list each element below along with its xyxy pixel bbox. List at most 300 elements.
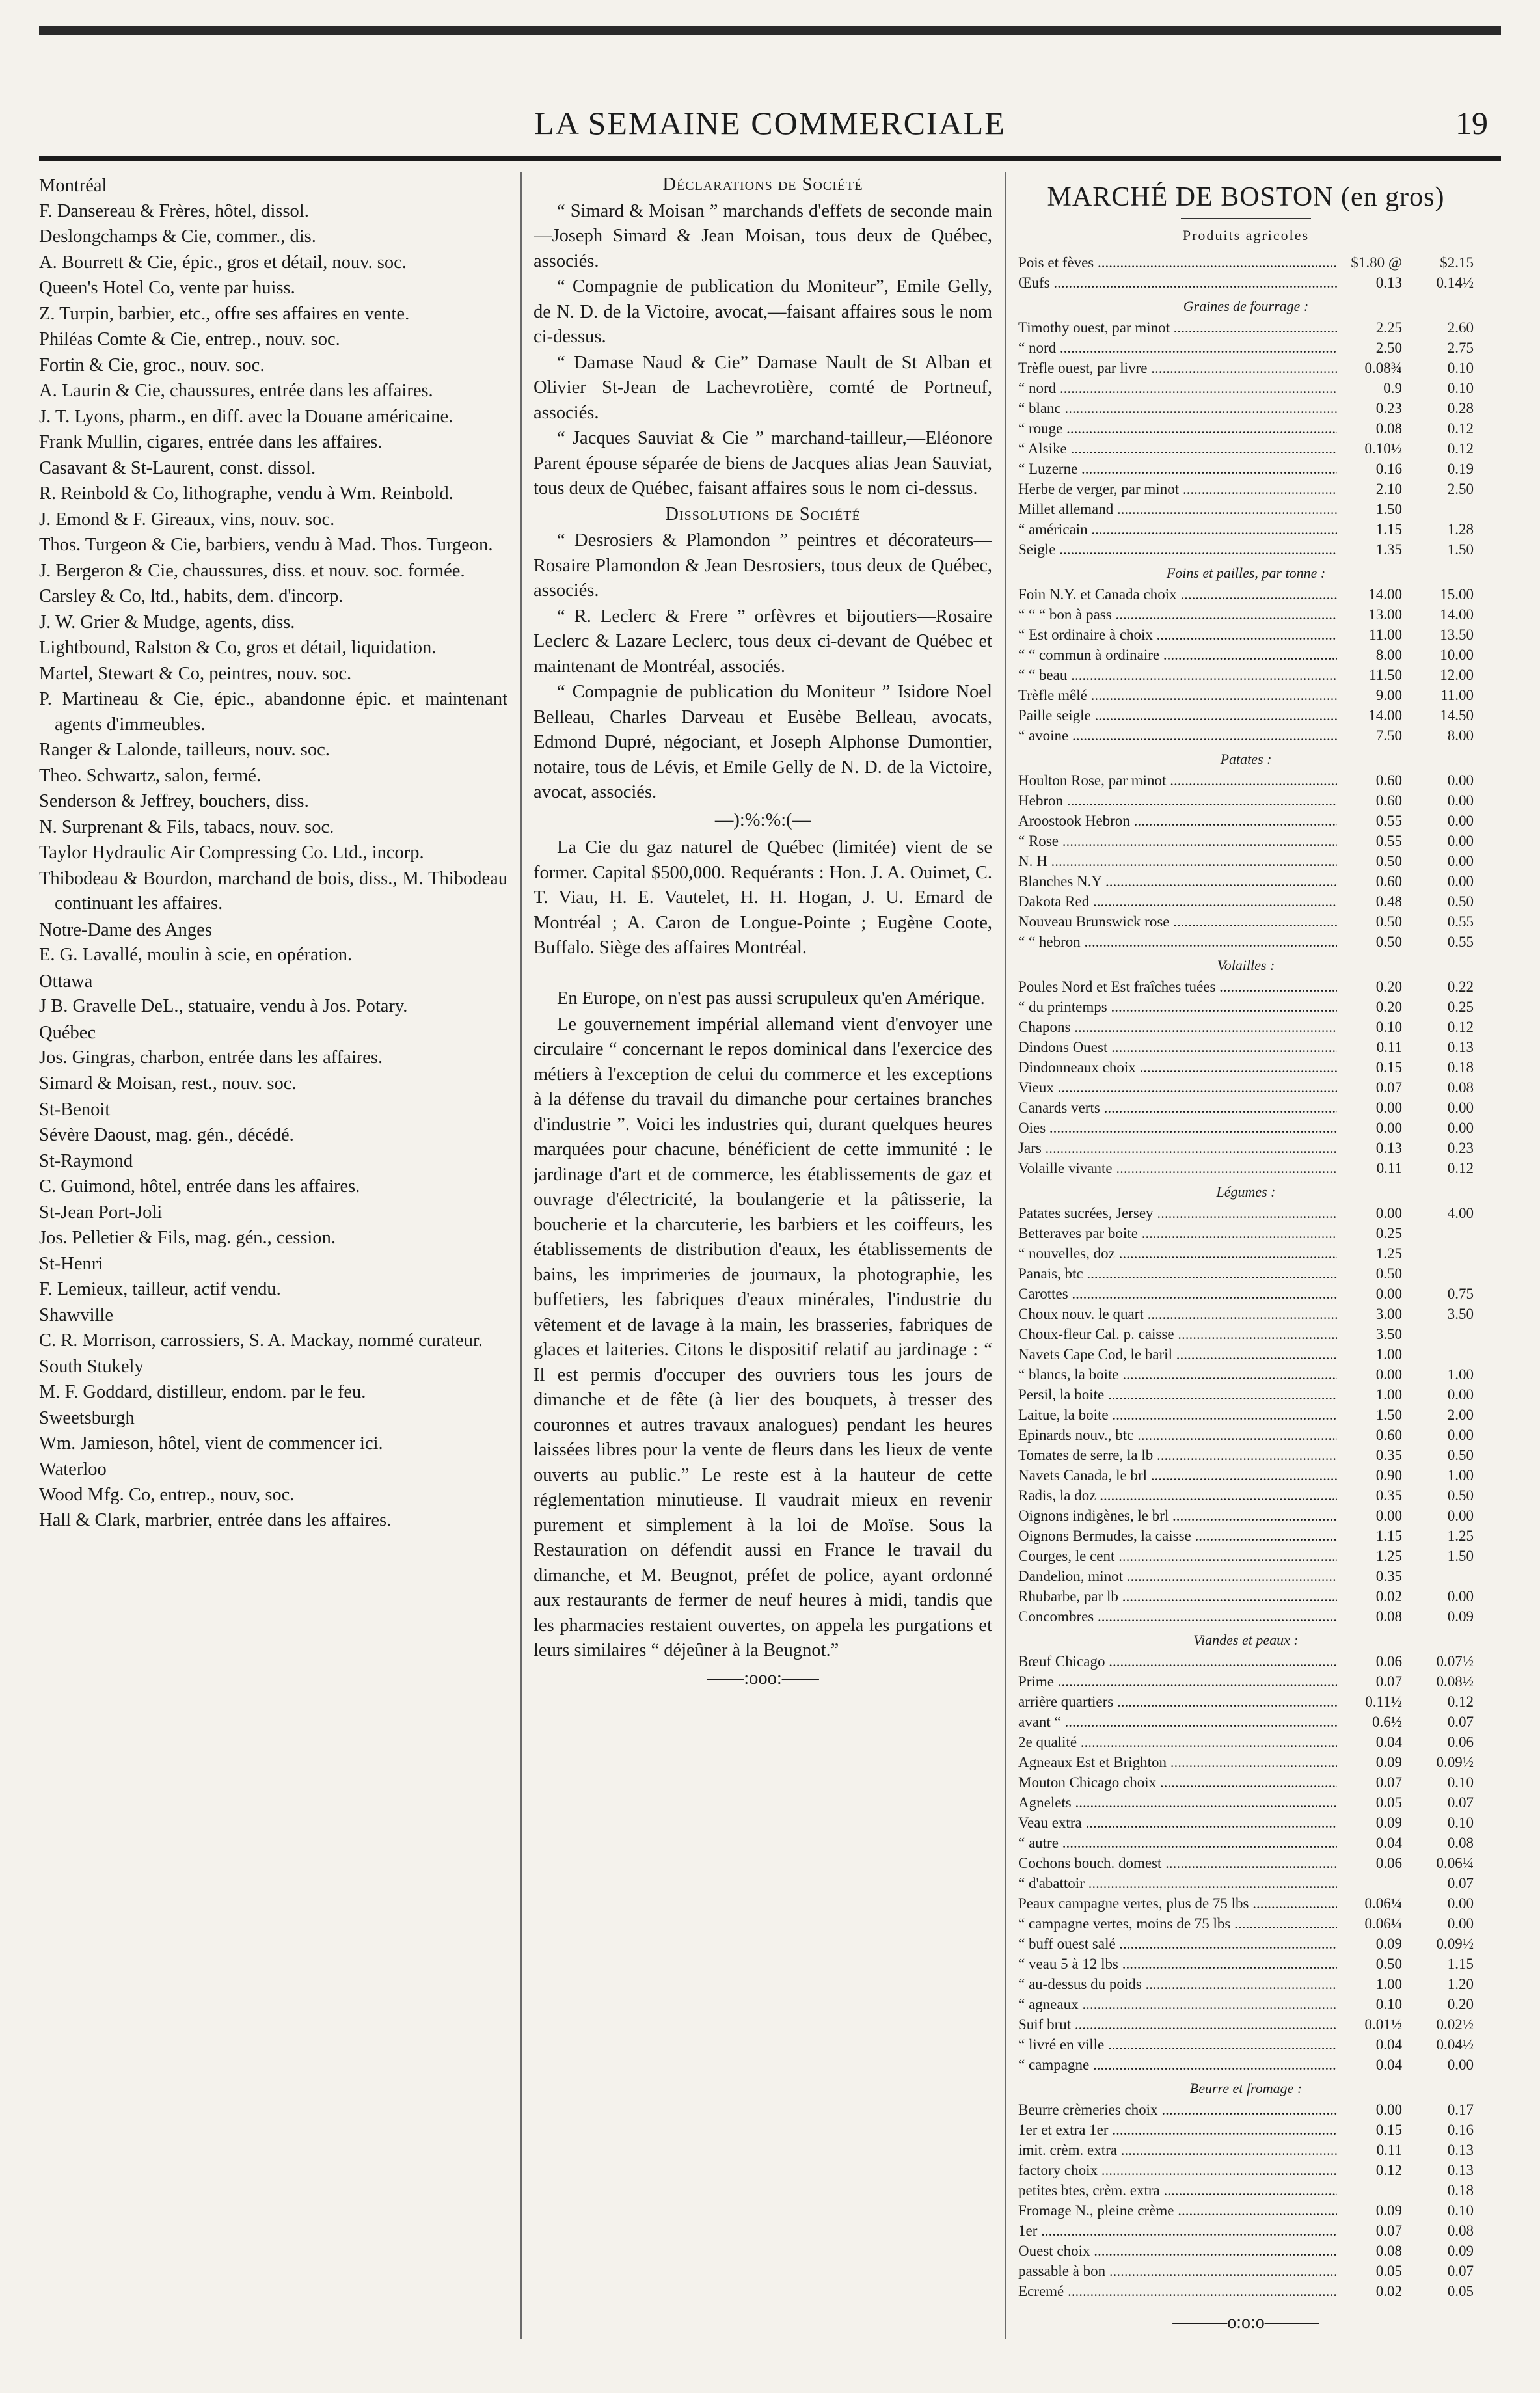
- price-item: Peaux campagne vertes, plus de 75 lbs .....: [1018, 1893, 1337, 1913]
- price-row: [1018, 1692, 1474, 1712]
- price-low: 0.06¼: [1364, 1895, 1402, 1912]
- price-item: Oies .....: [1018, 1118, 1337, 1138]
- price-row: [1018, 1606, 1474, 1627]
- price-row: [1018, 685, 1474, 705]
- business-notice: M. F. Goddard, distilleur, endom. par le feu.: [39, 1381, 366, 1402]
- price-low: 1.00: [1375, 1975, 1402, 1992]
- price-row: [1018, 1712, 1474, 1732]
- market-group-heading: Volailles :: [1217, 956, 1275, 973]
- price-item: Panais, btc .....: [1018, 1264, 1337, 1284]
- price-item: Dindons Ouest .....: [1018, 1037, 1337, 1057]
- business-notice: J. W. Grier & Mudge, agents, diss.: [39, 612, 295, 632]
- city-heading: Québec: [39, 1022, 96, 1043]
- price-low: 0.08¾: [1364, 359, 1402, 376]
- price-high: 0.50: [1447, 1487, 1474, 1504]
- market-group-heading: Viandes et peaux :: [1193, 1631, 1299, 1648]
- price-item: “ américain .....: [1018, 519, 1337, 539]
- column-boston-market: [1018, 172, 1474, 2352]
- price-low: 0.02: [1375, 2282, 1402, 2299]
- price-low: 0.15: [1375, 2121, 1402, 2138]
- price-low: 0.01½: [1364, 2016, 1402, 2033]
- price-low: 0.50: [1375, 913, 1402, 930]
- price-high: 0.07: [1447, 2262, 1474, 2279]
- price-high: 2.00: [1447, 1406, 1474, 1423]
- section-title: Dissolutions de Société: [665, 504, 861, 524]
- business-notice: Thibodeau & Bourdon, marchand de bois, diss., M. Thibodeau continuant les affaires.: [39, 868, 507, 913]
- price-row: [1018, 1546, 1474, 1566]
- price-high: 0.04½: [1436, 2036, 1474, 2053]
- price-high: 0.22: [1447, 978, 1474, 995]
- price-item: Ouest choix .....: [1018, 2241, 1337, 2261]
- price-high: 0.10: [1447, 1814, 1474, 1831]
- price-high: 0.02½: [1436, 2016, 1474, 2033]
- price-high: 0.14½: [1436, 274, 1474, 291]
- paragraph: En Europe, on n'est pas aussi scrupuleux qu'en Amérique.: [557, 988, 985, 1008]
- price-high: 0.10: [1447, 2202, 1474, 2219]
- business-notice: Carsley & Co, ltd., habits, dem. d'incorp.: [39, 586, 344, 606]
- price-row: [1018, 2014, 1474, 2035]
- price-row: [1018, 2140, 1474, 2160]
- price-low: 1.25: [1375, 1547, 1402, 1564]
- price-row: [1018, 604, 1474, 625]
- city-heading: St-Jean Port-Joli: [39, 1202, 163, 1223]
- price-item: Seigle .....: [1018, 539, 1337, 560]
- price-low: 0.10: [1375, 1995, 1402, 2012]
- business-notice: Philéas Comte & Cie, entrep., nouv. soc.: [39, 329, 340, 349]
- price-low: 0.07: [1375, 1673, 1402, 1690]
- price-row: [1018, 273, 1474, 293]
- business-notice: F. Dansereau & Frères, hôtel, dissol.: [39, 200, 309, 221]
- business-notice: Martel, Stewart & Co, peintres, nouv. soc.: [39, 663, 352, 684]
- price-high: 0.12: [1447, 1693, 1474, 1710]
- price-high: [1402, 1324, 1474, 1344]
- price-item: Navets Cape Cod, le baril .....: [1018, 1344, 1337, 1364]
- price-low: 0.05: [1375, 1794, 1402, 1811]
- price-high: 0.00: [1447, 772, 1474, 789]
- column-divider: [1005, 172, 1006, 2339]
- price-high: 0.08: [1447, 1079, 1474, 1096]
- price-item: Patates sucrées, Jersey .....: [1018, 1203, 1337, 1223]
- price-row: [1018, 1752, 1474, 1772]
- price-item: “ “ hebron .....: [1018, 932, 1337, 952]
- price-low: 0.20: [1375, 998, 1402, 1015]
- price-item: factory choix .....: [1018, 2160, 1337, 2180]
- price-row: [1018, 1264, 1474, 1284]
- price-low: 0.02: [1375, 1588, 1402, 1604]
- price-low: 0.05: [1375, 2262, 1402, 2279]
- price-row: [1018, 1994, 1474, 2014]
- price-low: 0.35: [1375, 1446, 1402, 1463]
- price-low: 0.00: [1375, 1099, 1402, 1116]
- price-low: 1.50: [1375, 500, 1402, 517]
- price-item: “ autre .....: [1018, 1833, 1337, 1853]
- price-high: 0.00: [1447, 1895, 1474, 1912]
- price-low: 0.07: [1375, 1079, 1402, 1096]
- business-notice: Senderson & Jeffrey, bouchers, diss.: [39, 791, 309, 811]
- price-high: 0.13: [1447, 1038, 1474, 1055]
- price-row: [1018, 398, 1474, 418]
- price-item: Bœuf Chicago .....: [1018, 1651, 1337, 1671]
- price-high: 2.60: [1447, 319, 1474, 336]
- price-low: 0.04: [1375, 2056, 1402, 2073]
- price-row: [1018, 1772, 1474, 1792]
- price-item: Rhubarbe, par lb .....: [1018, 1586, 1337, 1606]
- price-high: 14.00: [1440, 606, 1474, 623]
- price-row: [1018, 625, 1474, 645]
- price-low: 0.04: [1375, 2036, 1402, 2053]
- price-low: $1.80 @: [1351, 254, 1402, 271]
- price-item: “ veau 5 à 12 lbs .....: [1018, 1954, 1337, 1974]
- price-high: 1.15: [1447, 1955, 1474, 1972]
- business-notice: Casavant & St-Laurent, const. dissol.: [39, 457, 316, 478]
- price-high: 0.06: [1447, 1733, 1474, 1750]
- price-high: 0.09: [1447, 2242, 1474, 2259]
- price-item: Dakota Red .....: [1018, 891, 1337, 912]
- price-item: “ “ commun à ordinaire .....: [1018, 645, 1337, 665]
- price-low: 0.00: [1375, 1507, 1402, 1524]
- price-item: “ rouge .....: [1018, 418, 1337, 439]
- price-row: [1018, 539, 1474, 560]
- price-high: 0.19: [1447, 460, 1474, 477]
- price-low: 0.11½: [1365, 1693, 1402, 1710]
- price-row: [1018, 1304, 1474, 1324]
- price-item: Canards verts .....: [1018, 1098, 1337, 1118]
- city-heading: Montréal: [39, 176, 107, 196]
- price-item: Foin N.Y. et Canada choix .....: [1018, 584, 1337, 604]
- price-low: 1.00: [1375, 1386, 1402, 1403]
- price-row: [1018, 871, 1474, 891]
- price-low: 2.50: [1375, 339, 1402, 356]
- price-high: 0.00: [1447, 1507, 1474, 1524]
- business-notice: J B. Gravelle DeL., statuaire, vendu à Jos. Potary.: [39, 996, 408, 1016]
- price-high: 0.20: [1447, 1995, 1474, 2012]
- price-high: 11.00: [1440, 686, 1474, 703]
- price-item: Poules Nord et Est fraîches tuées .....: [1018, 977, 1337, 997]
- price-low: 14.00: [1368, 707, 1402, 723]
- price-item: Œufs .....: [1018, 273, 1337, 293]
- price-high: 0.08: [1447, 1834, 1474, 1851]
- business-notice: Deslongchamps & Cie, commer., dis.: [39, 226, 316, 247]
- price-high: 0.00: [1447, 1119, 1474, 1136]
- paragraph: “ Compagnie de publication du Moniteur ” Isidore Noel Belleau, Charles Darveau et Eusèbe Belleau, avocats, Edmond Dupré, négociant, et Joseph Alphonse Dumontier, notaire, tous de Lévis, et Emile Gelly de N. D. de la Victoire, avocat, associés.: [534, 682, 992, 802]
- price-high: 0.18: [1447, 2182, 1474, 2198]
- price-low: 0.50: [1375, 1955, 1402, 1972]
- price-high: 0.13: [1447, 2161, 1474, 2178]
- price-high: [1402, 1344, 1474, 1364]
- price-low: 11.50: [1369, 666, 1402, 683]
- price-item: “ agneaux .....: [1018, 1994, 1337, 2014]
- price-high: 0.55: [1447, 933, 1474, 950]
- price-row: [1018, 1017, 1474, 1037]
- city-heading: Shawville: [39, 1305, 113, 1325]
- price-row: [1018, 1405, 1474, 1425]
- business-notice: Simard & Moisan, rest., nouv. soc.: [39, 1073, 297, 1094]
- business-notice: Fortin & Cie, groc., nouv. soc.: [39, 355, 265, 375]
- price-low: 14.00: [1368, 586, 1402, 602]
- price-item: “ nouvelles, doz .....: [1018, 1243, 1337, 1264]
- price-high: 13.50: [1440, 626, 1474, 643]
- price-row: [1018, 439, 1474, 459]
- business-notice: Theo. Schwartz, salon, fermé.: [39, 765, 262, 786]
- price-low: 0.16: [1375, 460, 1402, 477]
- price-high: [1402, 1223, 1474, 1243]
- price-low: 0.60: [1375, 872, 1402, 889]
- business-notice: F. Lemieux, tailleur, actif vendu.: [39, 1278, 281, 1299]
- price-low: 0.00: [1375, 1204, 1402, 1221]
- price-low: 0.00: [1375, 1285, 1402, 1302]
- price-high: 14.50: [1440, 707, 1474, 723]
- price-high: 0.16: [1447, 2121, 1474, 2138]
- price-low: 0.06: [1375, 1653, 1402, 1670]
- price-low: 1.50: [1375, 1406, 1402, 1423]
- price-item: “ d'abattoir .....: [1018, 1873, 1337, 1893]
- price-high: 0.05: [1447, 2282, 1474, 2299]
- price-low: 0.10½: [1364, 440, 1402, 457]
- price-item: “ “ “ bon à pass .....: [1018, 604, 1337, 625]
- price-high: 0.23: [1447, 1139, 1474, 1156]
- price-item: Houlton Rose, par minot .....: [1018, 770, 1337, 791]
- price-row: [1018, 358, 1474, 378]
- market-price-list: [1018, 252, 1474, 2301]
- city-heading: St-Raymond: [39, 1151, 133, 1171]
- price-low: 3.00: [1375, 1305, 1402, 1322]
- price-row: [1018, 318, 1474, 338]
- city-heading: Sweetsburgh: [39, 1408, 135, 1428]
- price-low: 0.20: [1375, 978, 1402, 995]
- price-row: [1018, 1364, 1474, 1385]
- business-notice: J. Bergeron & Cie, chaussures, diss. et nouv. soc. formée.: [39, 560, 465, 581]
- price-high: 0.00: [1447, 1915, 1474, 1932]
- price-row: [1018, 1813, 1474, 1833]
- price-high: 0.12: [1447, 1018, 1474, 1035]
- price-row: [1018, 1732, 1474, 1752]
- price-high: 0.12: [1447, 1159, 1474, 1176]
- price-item: “ Est ordinaire à choix .....: [1018, 625, 1337, 645]
- column-business-notices: [39, 172, 507, 2352]
- price-high: 1.50: [1447, 1547, 1474, 1564]
- price-item: Ecremé .....: [1018, 2281, 1337, 2301]
- newspaper-page: [39, 26, 1501, 2368]
- price-high: 0.09: [1447, 1608, 1474, 1625]
- price-item: Aroostook Hebron .....: [1018, 811, 1337, 831]
- price-item: Carottes .....: [1018, 1284, 1337, 1304]
- business-notice: J. T. Lyons, pharm., en diff. avec la Douane américaine.: [39, 406, 453, 427]
- price-row: [1018, 1792, 1474, 1813]
- price-item: Herbe de verger, par minot .....: [1018, 479, 1337, 499]
- price-item: “ au-dessus du poids .....: [1018, 1974, 1337, 1994]
- price-item: 1er et extra 1er .....: [1018, 2120, 1337, 2140]
- price-low: 0.11: [1376, 2141, 1402, 2158]
- price-item: avant “ .....: [1018, 1712, 1337, 1732]
- price-high: [1402, 1243, 1474, 1264]
- price-low: 2.10: [1375, 480, 1402, 497]
- city-heading: Notre-Dame des Anges: [39, 919, 212, 940]
- price-low: 0.48: [1375, 893, 1402, 910]
- price-low: 1.25: [1375, 1245, 1402, 1262]
- price-row: [1018, 2120, 1474, 2140]
- business-notice: A. Bourrett & Cie, épic., gros et détail, nouv. soc.: [39, 252, 407, 273]
- price-low: 0.13: [1375, 274, 1402, 291]
- price-row: [1018, 977, 1474, 997]
- price-low: 0.60: [1375, 772, 1402, 789]
- price-high: 0.00: [1447, 1099, 1474, 1116]
- price-low: 2.25: [1375, 319, 1402, 336]
- price-item: petites btes, crèm. extra .....: [1018, 2180, 1337, 2200]
- price-low: 0.07: [1375, 1774, 1402, 1791]
- price-item: Persil, la boite .....: [1018, 1385, 1337, 1405]
- price-high: 0.10: [1447, 379, 1474, 396]
- price-item: 2e qualité .....: [1018, 1732, 1337, 1752]
- price-item: “ du printemps .....: [1018, 997, 1337, 1017]
- price-item: “ buff ouest salé .....: [1018, 1934, 1337, 1954]
- paragraph: “ R. Leclerc & Frere ” orfèvres et bijoutiers—Rosaire Leclerc & Lazare Leclerc, tous deux ci-devant de Québec et maintenant de Montréal, associés.: [534, 606, 992, 677]
- price-low: 0.6½: [1372, 1713, 1402, 1730]
- price-low: 0.35: [1375, 1567, 1402, 1584]
- price-row: [1018, 459, 1474, 479]
- market-subtitle: Produits agricoles: [1182, 227, 1310, 243]
- business-notice: P. Martineau & Cie, épic., abandonne épic. et maintenant agents d'immeubles.: [39, 689, 507, 735]
- page-number: 19: [1455, 105, 1488, 141]
- price-high: 0.17: [1447, 2101, 1474, 2118]
- business-notice: Queen's Hotel Co, vente par huiss.: [39, 278, 295, 298]
- price-row: [1018, 851, 1474, 871]
- price-high: 12.00: [1440, 666, 1474, 683]
- price-high: 0.55: [1447, 913, 1474, 930]
- page-header: [39, 91, 1501, 163]
- price-low: 0.07: [1375, 2222, 1402, 2239]
- price-row: [1018, 2200, 1474, 2221]
- price-item: “ avoine .....: [1018, 725, 1337, 746]
- price-item: Hebron .....: [1018, 791, 1337, 811]
- price-high: 0.50: [1447, 1446, 1474, 1463]
- price-high: 0.08: [1447, 2222, 1474, 2239]
- price-low: 0.50: [1375, 852, 1402, 869]
- paragraph: “ Simard & Moisan ” marchands d'effets de seconde main—Joseph Simard & Jean Moisan, tous deux de Québec, associés.: [534, 200, 992, 271]
- price-high: 15.00: [1440, 586, 1474, 602]
- price-item: Agnelets .....: [1018, 1792, 1337, 1813]
- price-row: [1018, 1651, 1474, 1671]
- price-row: [1018, 2241, 1474, 2261]
- price-high: 1.00: [1447, 1467, 1474, 1483]
- price-high: [1402, 1566, 1474, 1586]
- price-high: 0.00: [1447, 1588, 1474, 1604]
- price-item: Trèfle mêlé .....: [1018, 685, 1337, 705]
- price-high: 3.50: [1447, 1305, 1474, 1322]
- price-row: [1018, 2261, 1474, 2281]
- business-notice: Ranger & Lalonde, tailleurs, nouv. soc.: [39, 740, 330, 760]
- price-low: 0.55: [1375, 812, 1402, 829]
- price-row: [1018, 1853, 1474, 1873]
- price-row: [1018, 1118, 1474, 1138]
- price-row: [1018, 2035, 1474, 2055]
- price-row: [1018, 912, 1474, 932]
- price-low: 0.00: [1375, 2101, 1402, 2118]
- price-high: 0.00: [1447, 872, 1474, 889]
- price-item: arrière quartiers .....: [1018, 1692, 1337, 1712]
- city-heading: Waterloo: [39, 1459, 107, 1480]
- price-high: 0.50: [1447, 893, 1474, 910]
- price-high: 0.12: [1447, 440, 1474, 457]
- price-low: 0.08: [1375, 2242, 1402, 2259]
- price-high: $2.15: [1440, 254, 1474, 271]
- price-item: “ campagne vertes, moins de 75 lbs .....: [1018, 1913, 1337, 1934]
- business-notice: C. R. Morrison, carrossiers, S. A. Mackay, nommé curateur.: [39, 1330, 483, 1351]
- price-row: [1018, 418, 1474, 439]
- market-title: MARCHÉ DE BOSTON (en gros): [1047, 182, 1445, 212]
- price-row: [1018, 1344, 1474, 1364]
- price-row: [1018, 479, 1474, 499]
- price-high: 2.50: [1447, 480, 1474, 497]
- price-row: [1018, 584, 1474, 604]
- price-high: 0.09½: [1436, 1753, 1474, 1770]
- price-item: Prime .....: [1018, 1671, 1337, 1692]
- price-row: [1018, 252, 1474, 273]
- price-item: Concombres .....: [1018, 1606, 1337, 1627]
- business-notice: Wm. Jamieson, hôtel, vient de commencer ici.: [39, 1433, 383, 1453]
- price-item: N. H .....: [1018, 851, 1337, 871]
- price-row: [1018, 770, 1474, 791]
- price-low: 13.00: [1368, 606, 1402, 623]
- business-notice: Lightbound, Ralston & Co, gros et détail, liquidation.: [39, 638, 437, 658]
- price-low: 0.35: [1375, 1487, 1402, 1504]
- price-item: Choux-fleur Cal. p. caisse .....: [1018, 1324, 1337, 1344]
- business-notice: E. G. Lavallé, moulin à scie, en opération.: [39, 945, 353, 965]
- price-row: [1018, 1243, 1474, 1264]
- price-item: Oignons indigènes, le brl .....: [1018, 1506, 1337, 1526]
- price-item: Veau extra .....: [1018, 1813, 1337, 1833]
- price-item: Dandelion, minot .....: [1018, 1566, 1337, 1586]
- city-heading: St-Benoit: [39, 1100, 111, 1120]
- price-row: [1018, 2281, 1474, 2301]
- price-row: [1018, 811, 1474, 831]
- price-high: 1.20: [1447, 1975, 1474, 1992]
- price-row: [1018, 1566, 1474, 1586]
- price-high: 0.07½: [1436, 1653, 1474, 1670]
- price-low: 0.23: [1375, 399, 1402, 416]
- paragraph: “ Compagnie de publication du Moniteur”, Emile Gelly, de N. D. de la Victoire, avocat,—faisant affaires sous le nom ci-dessus.: [534, 277, 992, 347]
- price-item: “ campagne .....: [1018, 2055, 1337, 2075]
- market-group-heading: Foins et pailles, par tonne :: [1166, 564, 1326, 581]
- price-row: [1018, 1485, 1474, 1506]
- price-low: [1337, 1873, 1402, 1893]
- price-high: 0.12: [1447, 420, 1474, 437]
- price-high: 0.10: [1447, 1774, 1474, 1791]
- price-low: 0.12: [1375, 2161, 1402, 2178]
- price-high: 0.28: [1447, 399, 1474, 416]
- price-item: Vieux .....: [1018, 1077, 1337, 1098]
- price-row: [1018, 1954, 1474, 1974]
- price-high: 0.07: [1447, 1794, 1474, 1811]
- price-low: 0.60: [1375, 792, 1402, 809]
- price-row: [1018, 831, 1474, 851]
- price-row: [1018, 1465, 1474, 1485]
- column-divider: [520, 172, 522, 2339]
- market-group-heading: Beurre et fromage :: [1189, 2079, 1303, 2096]
- price-high: 0.18: [1447, 1059, 1474, 1075]
- market-title-rule: [1181, 218, 1311, 219]
- price-item: Millet allemand .....: [1018, 499, 1337, 519]
- price-item: Paille seigle .....: [1018, 705, 1337, 725]
- price-low: 1.00: [1375, 1345, 1402, 1362]
- price-low: 0.09: [1375, 1753, 1402, 1770]
- price-high: 1.28: [1447, 521, 1474, 537]
- price-item: Choux nouv. le quart .....: [1018, 1304, 1337, 1324]
- price-low: 0.9: [1383, 379, 1402, 396]
- price-high: 0.25: [1447, 998, 1474, 1015]
- price-item: Suif brut .....: [1018, 2014, 1337, 2035]
- price-row: [1018, 1671, 1474, 1692]
- price-row: [1018, 338, 1474, 358]
